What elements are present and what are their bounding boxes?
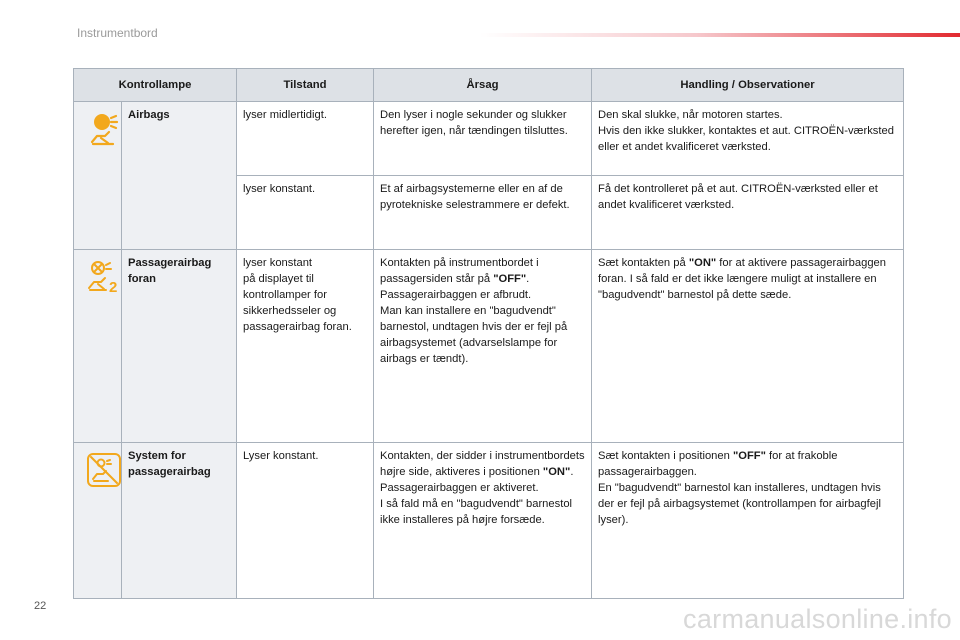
action-text: for at frakoble passagerairbaggen. En "bagudvendt" barnestol kan installeres, undtagen hvis der er fejl på airbagsystemet (kontrollampen for airbagfejl lyser). [598,450,881,526]
column-header-kontrollampe: Kontrollampe [74,69,237,102]
table-header-row [74,69,904,102]
action-text: Sæt kontakten på [598,257,689,269]
cause-text: . Passagerairbaggen er aktiveret. I så fald må en "bagudvendt" barnestol ikke installeres på højre forsæde. [380,466,574,526]
column-header-tilstand: Tilstand [237,69,374,102]
lamp-name-passenger-airbag-system: System for passagerairbag [122,443,237,599]
action-cell: Få det kontrolleret på et aut. CITROËN-værksted eller et andet kvalificeret værksted. [592,176,904,250]
action-text: for at aktivere passagerairbaggen foran. I så fald er det ikke længere muligt at installere en "bagudvendt" barnestol på dette sæde. [598,257,886,301]
action-cell [592,250,904,443]
passenger-airbag-off-icon-cell [74,250,122,443]
lamp-name-airbags: Airbags [122,102,237,250]
off-position-text: "OFF" [732,450,766,462]
lamp-name-passenger-airbag-front: Passagerairbag foran [122,250,237,443]
table-row [74,102,904,176]
cause-cell: Den lyser i nogle sekunder og slukker herefter igen, når tændingen tilsluttes. [374,102,592,176]
cause-cell [374,250,592,443]
condition-cell: Lyser konstant. [237,443,374,599]
off-position-text: "OFF" [493,273,527,285]
action-text: Sæt kontakten i positionen [598,450,733,462]
table-row [74,443,904,599]
condition-cell: lyser konstant på displayet til kontrollamper for sikkerhedsseler og passagerairbag foran. [237,250,374,443]
column-header-handling: Handling / Observationer [592,69,904,102]
cause-text: Kontakten på instrumentbordet i passagersiden står på [380,257,539,285]
cause-text: . Passagerairbaggen er afbrudt. Man kan installere en "bagudvendt" barnestol, undtagen hvis der er fejl på airbagsystemet (advarselslampe for airbags er tændt). [380,273,568,365]
airbag-warning-icon-cell [74,102,122,250]
warning-lamp-table [73,68,904,599]
svg-text:2: 2 [109,279,118,295]
watermark: carmanualsonline.info [683,604,952,634]
table-row [74,250,904,443]
action-cell [592,443,904,599]
action-cell: Den skal slukke, når motoren startes. Hvis den ikke slukker, kontaktes et aut. CITROËN-værksted eller et andet kvalificeret værksted. [592,102,904,176]
condition-cell: lyser konstant. [237,176,374,250]
column-header-arsag: Årsag [374,69,592,102]
on-position-text: "ON" [542,466,571,478]
cause-cell: Et af airbagsystemerne eller en af de pyrotekniske selestrammere er defekt. [374,176,592,250]
page-number: 22 [34,600,47,612]
cause-cell [374,443,592,599]
header-accent-line [480,33,960,37]
on-position-text: "ON" [688,257,717,269]
section-title: Instrumentbord [77,26,158,40]
condition-cell: lyser midlertidigt. [237,102,374,176]
cause-text: Kontakten, der sidder i instrumentbordets højre side, aktiveres i positionen [380,450,585,478]
passenger-airbag-on-icon-cell [74,443,122,599]
